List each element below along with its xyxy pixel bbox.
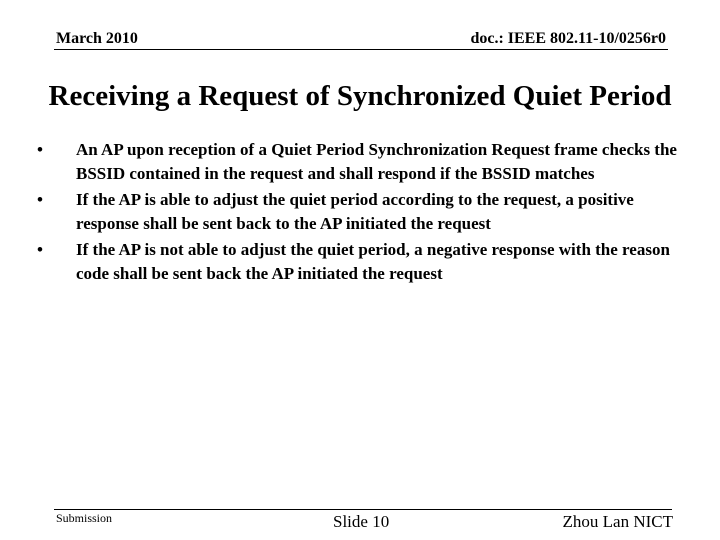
bullet-dot-icon: •: [37, 140, 43, 159]
slide-title: Receiving a Request of Synchronized Quiet Period: [48, 80, 672, 112]
bullet-dot-icon: •: [37, 190, 43, 209]
footer-author: Zhou Lan NICT: [562, 512, 673, 531]
bullet-text: An AP upon reception of a Quiet Period Synchronization Request frame checks the BSSID contained in the request and shall respond if the BSSID matches: [76, 140, 677, 183]
header-date: March 2010: [56, 30, 138, 47]
bullet-item: [30, 238, 700, 286]
bullet-text: If the AP is able to adjust the quiet period according to the request, a positive response shall be sent back to the AP initiated the request: [76, 190, 634, 233]
bullet-text: If the AP is not able to adjust the quiet period, a negative response with the reason code shall be sent back the AP initiated the request: [76, 240, 670, 283]
slide-number: Slide 10: [333, 512, 390, 531]
bullet-item: [30, 138, 700, 186]
header-divider: [54, 49, 668, 50]
footer-divider: [54, 509, 672, 510]
bullet-list: [30, 138, 700, 288]
header-doc-id: doc.: IEEE 802.11-10/0256r0: [470, 30, 666, 47]
bullet-dot-icon: •: [37, 240, 43, 259]
footer-submission: Submission: [56, 511, 113, 525]
bullet-item: [30, 188, 700, 236]
